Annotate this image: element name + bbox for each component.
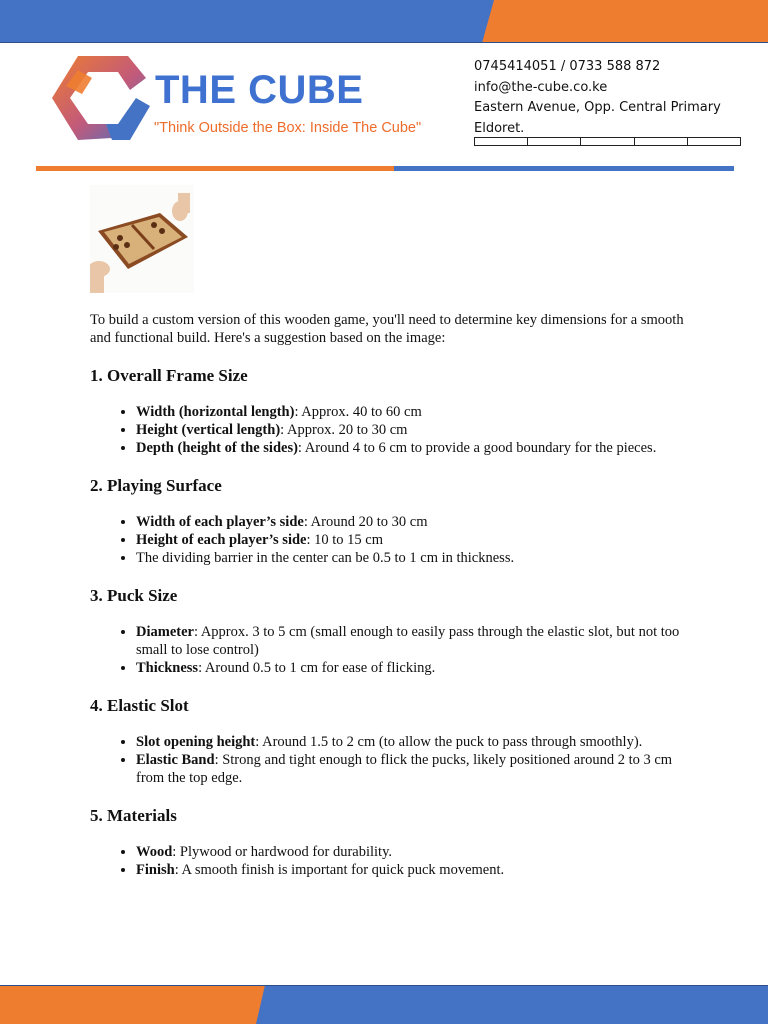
list-item: • The dividing barrier in the center can be 0.5 to 1 cm in thickness. (136, 549, 690, 567)
list-item: • Elastic Band: Strong and tight enough to flick the pucks, likely positioned around 2 to 3 cm from the top edge. (136, 751, 690, 787)
list-item: • Width of each player’s side: Around 20 to 30 cm (136, 513, 690, 531)
section-heading: 4. Elastic Slot (90, 696, 189, 715)
contact-empty-table (474, 137, 741, 146)
document-body (90, 311, 690, 879)
section-heading: 2. Playing Surface (90, 476, 222, 495)
bullet-list (90, 843, 690, 879)
contact-phone: 0745414051 / 0733 588 872 (474, 59, 661, 74)
intro-paragraph: To build a custom version of this wooden game, you'll need to determine key dimensions for a smooth and functional build. Here's a suggestion based on the image: (90, 312, 684, 346)
footer-color-band (0, 985, 768, 1024)
bullet-list (90, 623, 690, 677)
contact-city: Eldoret. (474, 120, 525, 136)
list-item: • Height (vertical length): Approx. 20 to 30 cm (136, 421, 690, 439)
list-item: • Slot opening height: Around 1.5 to 2 cm (to allow the puck to pass through smoothly). (136, 733, 690, 751)
contact-block (474, 57, 721, 139)
list-item: • Diameter: Approx. 3 to 5 cm (small enough to easily pass through the elastic slot, but not too small to lose control) (136, 623, 690, 659)
section-heading: 3. Puck Size (90, 586, 178, 605)
brand-name: THE CUBE (155, 68, 364, 112)
header-divider-blue (394, 166, 734, 171)
contact-email: info@the-cube.co.ke (474, 79, 608, 95)
cube-logo (48, 48, 158, 148)
contact-address: Eastern Avenue, Opp. Central Primary (474, 100, 721, 115)
section-heading: 5. Materials (90, 806, 177, 825)
list-item: • Finish: A smooth finish is important for quick puck movement. (136, 861, 690, 879)
bullet-list (90, 513, 690, 567)
list-item: • Wood: Plywood or hardwood for durability. (136, 843, 690, 861)
bullet-list (90, 733, 690, 787)
bullet-list (90, 403, 690, 457)
list-item: • Height of each player’s side: 10 to 15 cm (136, 531, 690, 549)
header-color-band (0, 0, 768, 43)
list-item: • Thickness: Around 0.5 to 1 cm for ease of flicking. (136, 659, 690, 677)
wooden-game-photo (90, 185, 194, 293)
list-item: • Depth (height of the sides): Around 4 to 6 cm to provide a good boundary for the pieces. (136, 439, 690, 457)
list-item: • Width (horizontal length): Approx. 40 to 60 cm (136, 403, 690, 421)
section-heading: 1. Overall Frame Size (90, 366, 248, 385)
brand-tagline: "Think Outside the Box: Inside The Cube" (154, 120, 422, 136)
header-divider-orange (36, 166, 394, 171)
